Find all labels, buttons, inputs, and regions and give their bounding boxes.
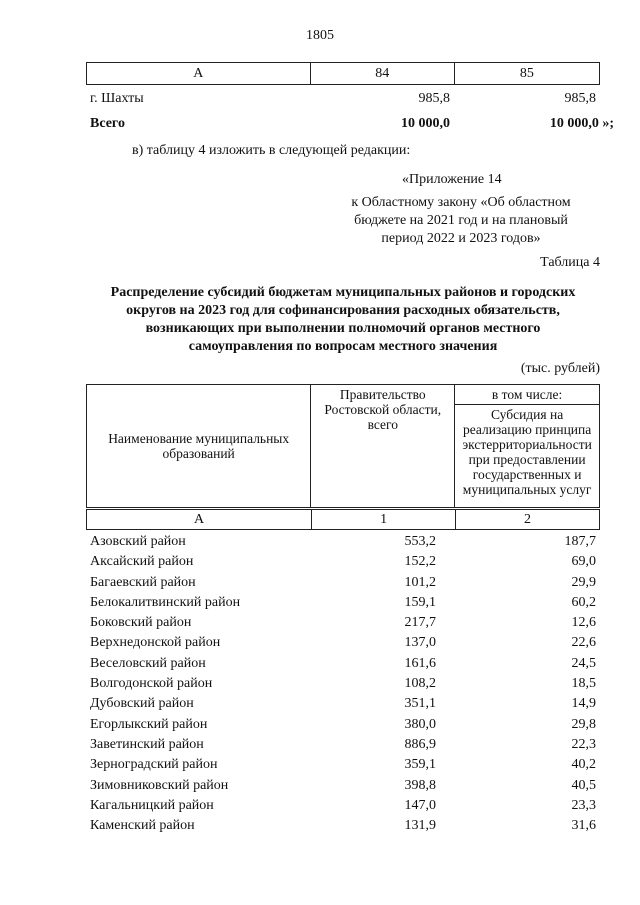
row-name: Белокалитвинский район	[90, 594, 241, 610]
total-label: Всего	[90, 116, 125, 131]
row-value-subsidy: 29,8	[571, 716, 596, 732]
row-name: Верхнедонской район	[90, 635, 221, 651]
caption-line: Распределение субсидий бюджетам муниципальных районов и городских	[110, 285, 576, 300]
table-row	[90, 755, 600, 775]
row-value-government-total: 101,2	[404, 574, 436, 590]
row-value-government-total: 131,9	[404, 818, 436, 834]
main-table-body	[90, 532, 600, 836]
row-value-government-total: 147,0	[404, 797, 436, 813]
row-name: Дубовский район	[90, 696, 194, 712]
table-row	[90, 735, 600, 755]
row-value-subsidy: 31,6	[571, 818, 596, 834]
row-value-84: 985,8	[418, 91, 450, 106]
appendix-title: «Приложение 14	[402, 172, 502, 187]
row-name: Зимовниковский район	[90, 777, 229, 793]
instruction-text: в) таблицу 4 изложить в следующей редакции:	[132, 143, 411, 158]
row-value-government-total: 137,0	[404, 635, 436, 651]
table-row	[90, 715, 600, 735]
row-name: Волгодонской район	[90, 676, 213, 692]
row-value-subsidy: 69,0	[571, 554, 596, 570]
row-value-85: 985,8	[564, 91, 596, 106]
row-value-government-total: 152,2	[404, 554, 436, 570]
col-header-84: 84	[310, 63, 454, 85]
appendix-line: бюджете на 2021 год и на плановый	[354, 213, 568, 228]
page-number: 1805	[306, 28, 334, 43]
row-value-subsidy: 12,6	[571, 615, 596, 631]
row-value-subsidy: 18,5	[571, 676, 596, 692]
row-value-subsidy: 24,5	[571, 655, 596, 671]
row-name: Каменский район	[90, 818, 195, 834]
caption-line: возникающих при выполнении полномочий органов местного	[145, 321, 541, 336]
table-label: Таблица 4	[540, 255, 600, 270]
row-value-government-total: 351,1	[404, 696, 436, 712]
total-value-85: 10 000,0 »;	[549, 116, 614, 131]
index-a: А	[87, 510, 312, 530]
units-label: (тыс. рублей)	[520, 361, 600, 376]
table-row	[90, 816, 600, 836]
row-name: Зерноградский район	[90, 757, 218, 773]
table-row	[90, 694, 600, 714]
table-row	[90, 573, 600, 593]
column-index-row	[86, 509, 600, 530]
table-caption	[86, 284, 600, 356]
row-value-government-total: 359,1	[404, 757, 436, 773]
row-name: г. Шахты	[90, 91, 144, 106]
row-value-government-total: 217,7	[404, 615, 436, 631]
caption-line: округов на 2023 год для софинансирования расходных обязательств,	[126, 303, 560, 318]
table-row	[90, 91, 614, 109]
row-value-government-total: 886,9	[404, 736, 436, 752]
row-name: Аксайский район	[90, 554, 194, 570]
row-name: Багаевский район	[90, 574, 196, 590]
table-row	[90, 593, 600, 613]
row-value-subsidy: 40,5	[571, 777, 596, 793]
col-group-header: в том числе:	[455, 385, 600, 405]
col-header-a: А	[87, 63, 311, 85]
row-name: Кагальницкий район	[90, 797, 214, 813]
row-value-subsidy: 187,7	[564, 534, 596, 549]
row-name: Боковский район	[90, 615, 192, 631]
row-value-government-total: 159,1	[404, 594, 436, 610]
table-row	[90, 674, 600, 694]
appendix-line: период 2022 и 2023 годов»	[381, 231, 541, 246]
col-header-name: Наименование муниципальных образований	[87, 385, 311, 508]
row-value-subsidy: 29,9	[571, 574, 596, 590]
col-header-85: 85	[454, 63, 599, 85]
total-row	[90, 116, 614, 134]
row-value-subsidy: 23,3	[571, 797, 596, 813]
table-row	[90, 552, 600, 572]
row-value-government-total: 161,6	[404, 655, 436, 671]
row-value-government-total: 398,8	[404, 777, 436, 793]
table-row	[90, 776, 600, 796]
index-2: 2	[456, 510, 600, 530]
row-value-government-total: 553,2	[404, 534, 436, 549]
row-name: Заветинский район	[90, 736, 204, 752]
col-header-government-total: Правительство Ростовской области, всего	[311, 385, 455, 508]
caption-line: самоуправления по вопросам местного значения	[188, 339, 498, 354]
row-value-subsidy: 22,3	[571, 736, 596, 752]
main-table-header	[86, 384, 600, 508]
table-row	[90, 633, 600, 653]
table-row	[90, 796, 600, 816]
col-header-subsidy: Субсидия на реализацию принципа экстерриториальности при предоставлении государственных и муниципальных услуг	[455, 405, 600, 508]
row-name: Азовский район	[90, 534, 186, 549]
appendix-line: к Областному закону «Об областном	[351, 195, 571, 210]
total-value-84: 10 000,0	[401, 116, 450, 131]
row-name: Веселовский район	[90, 655, 206, 671]
table-row	[90, 532, 600, 552]
appendix-reference	[330, 194, 592, 248]
table-row	[90, 613, 600, 633]
row-name: Егорлыкский район	[90, 716, 208, 732]
row-value-subsidy: 40,2	[571, 757, 596, 773]
row-value-subsidy: 14,9	[571, 696, 596, 712]
row-value-government-total: 108,2	[404, 676, 436, 692]
index-1: 1	[312, 510, 456, 530]
row-value-subsidy: 22,6	[571, 635, 596, 651]
row-value-government-total: 380,0	[404, 716, 436, 732]
row-value-subsidy: 60,2	[571, 594, 596, 610]
continuation-table-header	[86, 62, 600, 85]
table-row	[90, 654, 600, 674]
